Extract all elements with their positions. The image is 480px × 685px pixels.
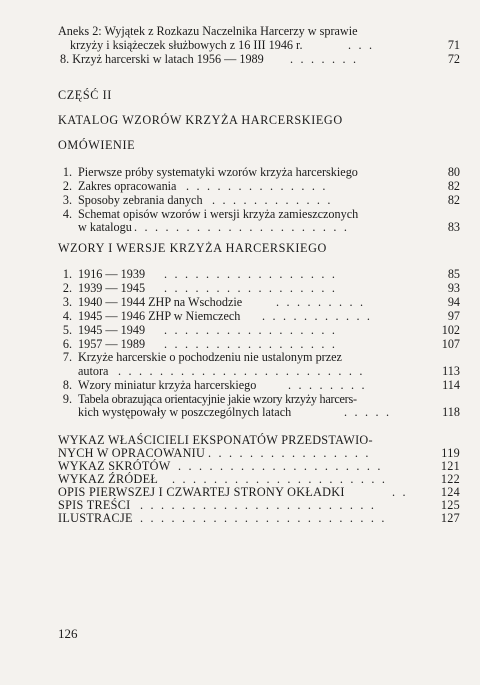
entry-page: 113 xyxy=(442,364,460,378)
entry-number: 8. xyxy=(62,378,72,392)
entry-number: 3. xyxy=(62,193,72,207)
entry-text: Tabela obrazująca orientacyjnie jakie wzory krzyży harcers- xyxy=(78,392,357,406)
part-heading: CZĘŚĆ II xyxy=(58,88,112,102)
entry-text: Schemat opisów wzorów i wersji krzyża zamieszczonych xyxy=(78,207,359,221)
entry-page: 82 xyxy=(447,193,460,207)
entry-leader: . . . . . . . . . . . xyxy=(262,309,373,323)
entry-leader: . . . . . . . . . . . . . . . . . . . . . . . xyxy=(140,498,377,512)
entry-leader: . . . . . . . . . . . . . . . . . xyxy=(164,281,338,295)
entry-text: NYCH W OPRACOWANIU xyxy=(58,446,206,460)
entry-number: 4. xyxy=(62,309,72,323)
entry-text: 1945 — 1946 ZHP w Niemczech xyxy=(78,309,241,323)
entry-page: 125 xyxy=(440,498,460,512)
entry-page: 94 xyxy=(447,295,460,309)
entry-leader: . . . . . . . . . xyxy=(276,295,366,309)
entry-text: Pierwsze próby systematyki wzorów krzyża harcerskiego xyxy=(78,165,358,179)
entry-page: 80 xyxy=(447,165,460,179)
entry-leader: . . . . . . . . . . . . . . . . . . . . . xyxy=(134,220,350,234)
entry-page: 121 xyxy=(440,459,460,473)
entry-page: 122 xyxy=(440,472,460,486)
intro-text-3: 8. Krzyż harcerski w latach 1956 — 1989 xyxy=(60,52,264,66)
intro-leader-3: . . . . . . . xyxy=(290,52,359,66)
entry-number: 7. xyxy=(62,350,72,364)
part-title: KATALOG WZORÓW KRZYŻA HARCERSKIEGO xyxy=(58,113,343,127)
entry-number: 2. xyxy=(62,179,72,193)
entry-text: ILUSTRACJE xyxy=(58,511,133,525)
entry-page: 118 xyxy=(442,405,460,419)
entry-page: 127 xyxy=(440,511,460,525)
page-number: 126 xyxy=(58,626,78,641)
entry-text: w katalogu xyxy=(78,220,132,234)
entry-leader: . . xyxy=(392,485,408,499)
entry-number: 4. xyxy=(62,207,72,221)
entry-leader: . . . . . . . . . . . . . . . . . . . . . . . . xyxy=(140,511,387,525)
intro-page-3: 72 xyxy=(447,52,460,66)
entry-page: 97 xyxy=(447,309,460,323)
entry-number: 6. xyxy=(62,337,72,351)
entry-page: 93 xyxy=(447,281,460,295)
entry-text: WYKAZ WŁAŚCICIELI EKSPONATÓW PRZEDSTAWIO- xyxy=(58,433,373,447)
entry-text: 1940 — 1944 ZHP na Wschodzie xyxy=(78,295,243,309)
entry-text: Zakres opracowania xyxy=(78,179,177,193)
entry-number: 1. xyxy=(62,165,72,179)
entry-leader: . . . . . . . . . . . . . . . . . . . . . xyxy=(172,472,388,486)
entry-text: WYKAZ SKRÓTÓW xyxy=(58,459,171,473)
entry-page: 85 xyxy=(447,267,460,281)
entry-page: 102 xyxy=(441,323,460,337)
section-omowienie: OMÓWIENIE xyxy=(58,138,136,152)
intro-page-2: 71 xyxy=(447,38,460,52)
entry-text: SPIS TREŚCI xyxy=(58,498,131,512)
entry-page: 124 xyxy=(440,485,460,499)
entry-text: Wzory miniatur krzyża harcerskiego xyxy=(78,378,257,392)
entry-page: 83 xyxy=(447,220,460,234)
entry-page: 107 xyxy=(441,337,460,351)
entry-text: Krzyże harcerskie o pochodzeniu nie ustalonym przez xyxy=(78,350,342,364)
entry-text: OPIS PIERWSZEJ I CZWARTEJ STRONY OKŁADKI xyxy=(58,485,345,499)
entry-text: kich występowały w poszczególnych latach xyxy=(78,405,292,419)
entry-leader: . . . . . . . . . . . . . . . . xyxy=(208,446,371,460)
entry-text: WYKAZ ŹRÓDEŁ xyxy=(58,472,159,486)
entry-page: 82 xyxy=(447,179,460,193)
entry-leader: . . . . . xyxy=(344,405,392,419)
entry-text: 1939 — 1945 xyxy=(78,281,146,295)
entry-leader: . . . . . . . . . . . . . . . . . xyxy=(164,267,338,281)
entry-text: 1957 — 1989 xyxy=(78,337,146,351)
entry-page: 114 xyxy=(442,378,460,392)
entry-number: 5. xyxy=(62,323,72,337)
entry-text: 1916 — 1939 xyxy=(78,267,146,281)
entry-text: 1945 — 1949 xyxy=(78,323,146,337)
entry-number: 9. xyxy=(62,392,72,406)
entry-text: autora xyxy=(78,364,109,378)
intro-text-2: krzyży i książeczek służbowych z 16 III 1946 r. xyxy=(70,38,303,52)
entry-number: 1. xyxy=(62,267,72,281)
entry-text: Sposoby zebrania danych xyxy=(78,193,203,207)
entry-leader: . . . . . . . . . . . . . . . . . . . . xyxy=(178,459,383,473)
intro-text-1: Aneks 2: Wyjątek z Rozkazu Naczelnika Harcerzy w sprawie xyxy=(58,24,358,38)
entry-leader: . . . . . . . . . . . . . . . . . xyxy=(164,323,338,337)
entry-number: 3. xyxy=(62,295,72,309)
entry-leader: . . . . . . . . . . . . . . . . . . . . . . . . xyxy=(118,364,365,378)
section-wzory: WZORY I WERSJE KRZYŻA HARCERSKIEGO xyxy=(58,241,327,255)
entry-leader: . . . . . . . . . . . . xyxy=(212,193,333,207)
entry-leader: . . . . . . . . xyxy=(288,378,367,392)
entry-number: 2. xyxy=(62,281,72,295)
intro-leader-2: . . . xyxy=(348,38,375,52)
entry-leader: . . . . . . . . . . . . . . . . . xyxy=(164,337,338,351)
entry-leader: . . . . . . . . . . . . . . xyxy=(186,179,328,193)
entry-page: 119 xyxy=(441,446,460,460)
